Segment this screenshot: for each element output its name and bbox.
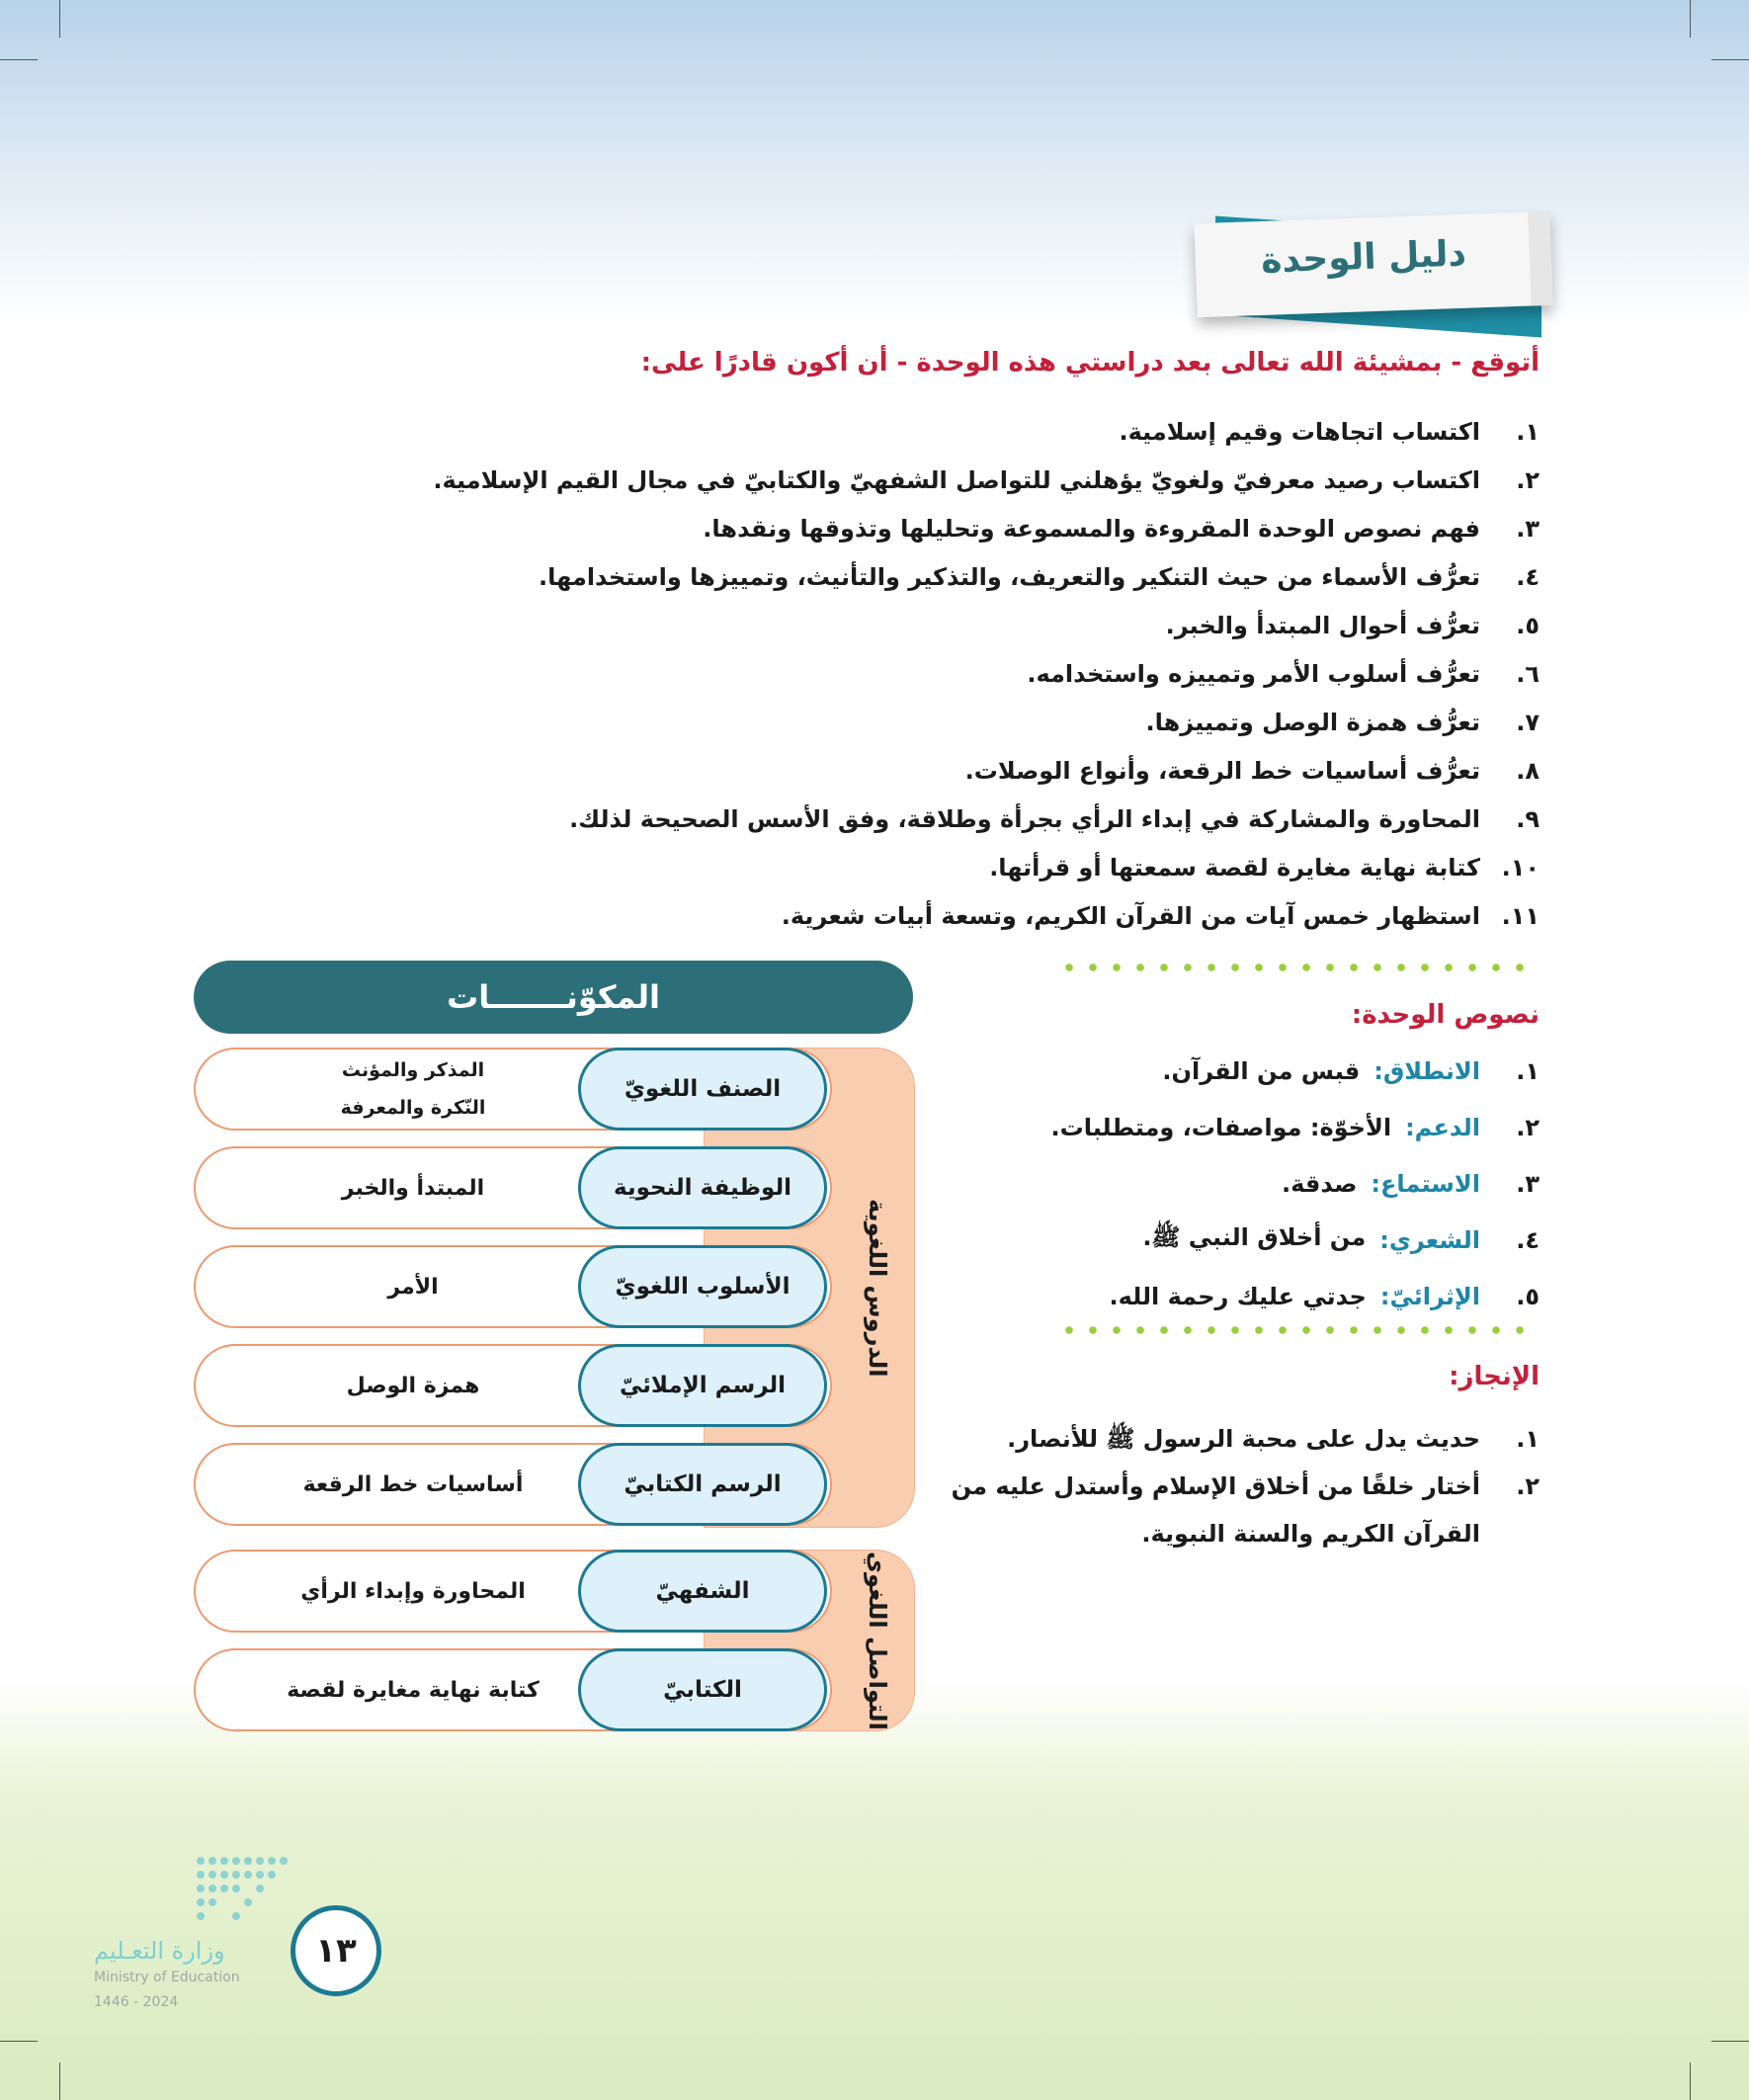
list-item: ١. حديث يدل على محبة الرسول ﷺ للأنصار.	[1007, 1425, 1540, 1453]
component-pill: الرسم الإملائيّ	[578, 1344, 827, 1427]
list-item: ٣. الاستماع: صدقة.	[1281, 1169, 1540, 1198]
component-pill: الشفهيّ	[578, 1550, 827, 1633]
list-item: ١٠. كتابة نهاية مغايرة لقصة سمعتها أو قرأتها.	[989, 853, 1540, 882]
list-item: ٤. الشعري: من أخلاق النبي ﷺ.	[1142, 1223, 1540, 1254]
dotted-divider	[1057, 964, 1532, 971]
list-item: ٥. الإثرائيّ: جدتي عليك رحمة الله.	[1109, 1282, 1540, 1310]
list-item: ٩. المحاورة والمشاركة في إبداء الرأي بجرأة وطلاقة، وفق الأسس الصحيحة لذلك.	[569, 804, 1540, 833]
achievement-heading: الإنجاز:	[1449, 1362, 1540, 1391]
list-item: ٦. تعرُّف أسلوب الأمر وتمييزه واستخدامه.	[1027, 659, 1540, 688]
crop-mark	[1711, 59, 1749, 60]
crop-mark	[1690, 2062, 1691, 2100]
list-item: ٥. تعرُّف أحوال المبتدأ والخبر.	[1165, 611, 1540, 639]
logo-year: 2024 - 1446	[94, 1994, 179, 2010]
component-pill: الوظيفة النحوية	[578, 1146, 827, 1229]
logo-dots-icon	[114, 1853, 292, 1932]
component-pill: الرسم الكتابيّ	[578, 1443, 827, 1526]
component-value: همزة الوصل	[346, 1373, 480, 1398]
crop-mark	[1690, 0, 1691, 38]
list-item: ٢. الدعم: الأخوّة: مواصفات، ومتطلبات.	[1050, 1113, 1540, 1141]
logo-english: Ministry of Education	[94, 1970, 240, 1985]
group-label: التواصل اللغوي	[864, 1551, 891, 1730]
crop-mark	[0, 2041, 38, 2042]
component-value: المبتدأ والخبر	[341, 1175, 485, 1201]
title-banner	[1186, 198, 1561, 336]
component-pill: الأسلوب اللغويّ	[578, 1245, 827, 1328]
component-value: أساسيات خط الرقعة	[302, 1471, 524, 1497]
crop-mark	[59, 2062, 60, 2100]
intro-text: أتوقع - بمشيئة الله تعالى بعد دراستي هذه الوحدة - أن أكون قادرًا على:	[640, 348, 1540, 378]
list-item: ٢. أختار خلقًا من أخلاق الإسلام وأستدل عليه من القرآن الكريم والسنة النبوية.	[951, 1472, 1540, 1548]
list-item: ٣. فهم نصوص الوحدة المقروءة والمسموعة وتحليلها وتذوقها ونقدها.	[703, 514, 1540, 543]
list-item: ١١. استظهار خمس آيات من القرآن الكريم، وتسعة أبيات شعرية.	[781, 901, 1540, 930]
crop-mark	[0, 59, 38, 60]
list-item: ٢. اكتساب رصيد معرفيّ ولغويّ يؤهلني للتواصل الشفهيّ والكتابيّ في مجال القيم الإسلامية.	[433, 465, 1540, 494]
ministry-logo	[94, 1853, 292, 2010]
dotted-divider	[1057, 1326, 1532, 1334]
goals-list	[235, 407, 1540, 940]
list-item: ١. اكتساب اتجاهات وقيم إسلامية.	[1119, 417, 1540, 446]
component-value: الأمر	[387, 1274, 439, 1300]
crop-mark	[1711, 2041, 1749, 2042]
list-item: ٧. تعرُّف همزة الوصل وتمييزها.	[1145, 708, 1540, 736]
page-title: دليل الوحدة	[1260, 233, 1467, 282]
component-value: كتابة نهاية مغايرة لقصة	[287, 1677, 540, 1703]
component-value: المذكر والمؤنث النّكرة والمعرفة	[340, 1059, 486, 1119]
texts-heading: نصوص الوحدة:	[1351, 1000, 1540, 1030]
component-pill: الكتابيّ	[578, 1648, 827, 1731]
component-value: المحاورة وإبداء الرأي	[300, 1578, 526, 1604]
components-header: المكوّنـــــــات	[194, 961, 913, 1034]
component-pill: الصنف اللغويّ	[578, 1048, 827, 1131]
page-number: ١٣	[291, 1905, 381, 1996]
list-item: ٤. تعرُّف الأسماء من حيث التنكير والتعريف، والتذكير والتأنيث، وتمييزها واستخدامها.	[538, 562, 1540, 591]
list-item: ١. الانطلاق: قبس من القرآن.	[1162, 1056, 1540, 1085]
group-label: الدروس اللغوية	[864, 1198, 891, 1378]
list-item: ٨. تعرُّف أساسيات خط الرقعة، وأنواع الوصلات.	[964, 756, 1540, 785]
logo-arabic: وزارة التعـليم	[94, 1937, 225, 1965]
crop-mark	[59, 0, 60, 38]
